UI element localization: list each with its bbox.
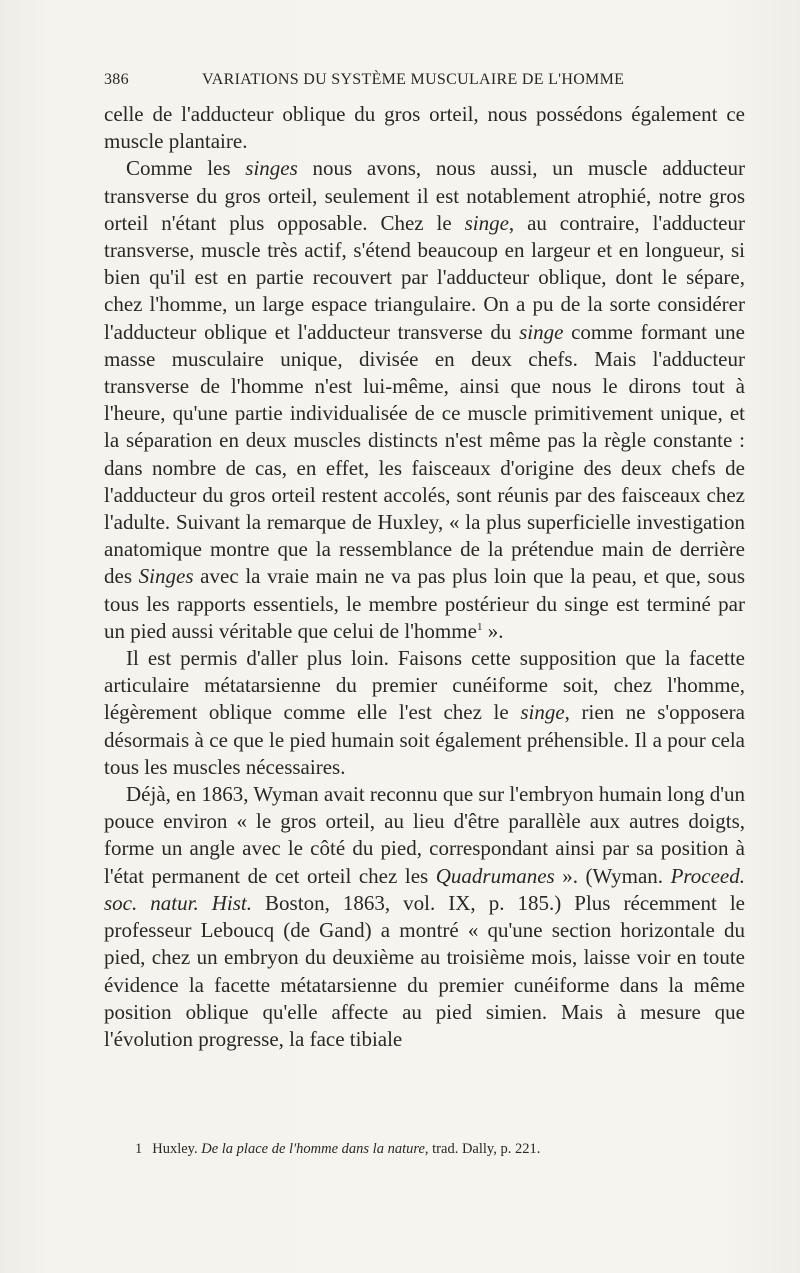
paragraph — [104, 101, 745, 155]
paragraph — [104, 781, 745, 1053]
italic-text: singe — [464, 210, 509, 235]
paragraph — [104, 645, 745, 781]
body-text — [104, 101, 745, 1053]
footnote — [135, 1140, 755, 1158]
italic-text: Singes — [138, 564, 194, 589]
text-run: avec la vraie main ne va pas plus loin que la peau, et que, sous tous les rapports essentiels, le membre postérieur du singe est terminé par un pied aussi véritable que celui de l'homme — [104, 564, 745, 643]
footnote-title: De la place de l'homme dans la nature — [201, 1141, 425, 1157]
text-run: Déjà, en 1863, Wyman avait reconnu que sur l'embryon humain long d'un pouce environ « le gros orteil, au lieu d'être parallèle aux autres doigts, forme un angle avec le côté du pied, correspondant ainsi par sa position à l'état permanent de cet orteil chez les — [104, 782, 745, 888]
italic-text: singe — [519, 319, 564, 344]
page-header — [104, 71, 744, 95]
page-number: 386 — [104, 71, 129, 88]
footnote-rest: , trad. Dally, p. 221. — [424, 1141, 541, 1157]
text-run: ». — [482, 618, 504, 643]
text-run: celle de l'adducteur oblique du gros orteil, nous possédons également ce muscle plantaire. — [104, 102, 745, 154]
text-run: , rien ne s'opposera désormais à ce que le pied humain soit également préhensible. Il a pour cela tous les muscles nécessaires. — [104, 700, 745, 779]
italic-text: singe — [520, 700, 565, 725]
italic-text: Quadrumanes — [435, 863, 555, 888]
text-run: Boston, 1863, vol. IX, p. 185.) Plus récemment le professeur Leboucq (de Gand) a montré « qu'une section horizontale du pied, chez un embryon du deuxième au troisième mois, laisse voir en toute évidence la facette métatarsienne du premier cunéiforme dans la même position oblique qu'elle affecte au pied simien. Mais à mesure que l'évolution progresse, la face tibiale — [104, 890, 745, 1051]
text-run: nous avons, nous aussi, un muscle adducteur transverse du gros orteil, seulement il est notablement atrophié, notre gros orteil n'étant plus opposable. Chez le — [104, 156, 745, 235]
text-run: , au contraire, l'adducteur transverse, muscle très actif, s'étend beaucoup en largeur et en longueur, si bien qu'il est en partie recouvert par l'adducteur oblique, dont le sépare, chez l'homme, un large espace triangulaire. On a pu de la sorte considérer l'adducteur oblique et l'adducteur transverse du — [104, 210, 745, 344]
footnote-reference: 1 — [476, 620, 483, 633]
text-run: Il est permis d'aller plus loin. Faisons cette supposition que la facette articulaire métatarsienne du premier cunéiforme soit, chez l'homme, légèrement oblique comme elle l'est chez le — [104, 646, 745, 725]
paragraph — [104, 155, 745, 645]
text-run: comme formant une masse musculaire unique, divisée en deux chefs. Mais l'adducteur transverse de l'homme n'est lui-même, ainsi que nous le dirons tout à l'heure, qu'une partie individualisée de ce muscle primitivement unique, et la séparation en deux muscles distincts n'est même pas la règle constante : dans nombre de cas, en effet, les faisceaux d'origine des deux chefs de l'adducteur du gros orteil restent accolés, sont réunis par des faisceaux chez l'adulte. Suivant la remarque de Huxley, « la plus superficielle investigation anatomique montre que la ressemblance de la prétendue main de derrière des — [104, 319, 746, 589]
footnote-marker: 1 — [135, 1141, 143, 1157]
text-run: ». (Wyman. — [554, 863, 671, 888]
italic-text: singes — [245, 156, 298, 181]
italic-text: Proceed. soc. natur. Hist. — [104, 863, 745, 915]
footnote-author: Huxley. — [152, 1141, 198, 1157]
running-title: VARIATIONS DU SYSTÈME MUSCULAIRE DE L'HOMME — [202, 71, 625, 88]
text-run: Comme les — [126, 156, 246, 181]
